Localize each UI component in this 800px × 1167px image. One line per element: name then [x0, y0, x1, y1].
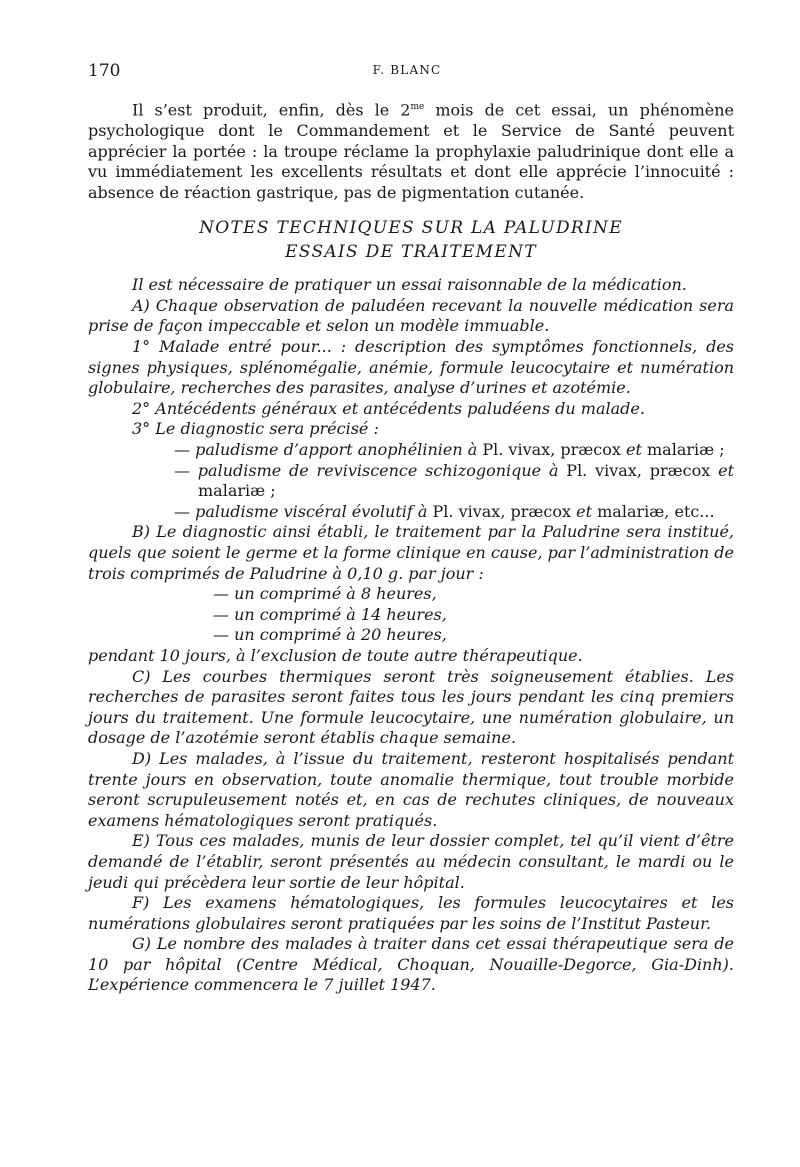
running-head: F. BLANC [372, 63, 442, 77]
paragraph-f: F) Les examens hématologiques, les formules leucocytaires et les numérations globulaires seront pratiquées par les soins de l’Institut Pasteur. [88, 893, 734, 933]
dose-item: — un comprimé à 14 heures, [213, 604, 447, 624]
diagnosis-item: — paludisme d’apport anophélinien à Pl. vivax, præcox et malariæ ; [174, 440, 725, 460]
page-header [88, 61, 726, 83]
diagnosis-item: — paludisme de reviviscence schizogonique à Pl. vivax, præcox et malariæ ; [174, 460, 734, 501]
lead-paragraph: Il est nécessaire de pratiquer un essai raisonnable de la médication. [132, 275, 687, 295]
diagnosis-item: — paludisme viscéral évolutif à Pl. vivax, præcox et malariæ, etc... [174, 501, 715, 521]
page-number: 170 [88, 61, 121, 81]
paragraph-a1: 1° Malade entré pour... : description des symptômes fonctionnels, des signes physiques, splénomégalie, anémie, formule leucocytaire et numération globulaire, recherches des parasites, analyse d’urines et azotémie. [88, 337, 734, 398]
paragraph-c: C) Les courbes thermiques seront très soigneusement établies. Les recherches de parasites seront faites tous les jours pendant les cinq premiers jours du traitement. Une formule leucocytaire, une numération globulaire, un dosage de l’azotémie seront établis chaque semaine. [88, 666, 734, 748]
paragraph-b-end: pendant 10 jours, à l’exclusion de toute autre thérapeutique. [88, 645, 583, 665]
dose-item: — un comprimé à 20 heures, [213, 625, 447, 645]
paragraph-d: D) Les malades, à l’issue du traitement, resteront hospitalisés pendant trente jours en observation, toute anomalie thermique, tout trouble morbide seront scrupuleusement notés et, en cas de rechutes cliniques, de nouveaux examens hématologiques seront pratiqués. [88, 748, 734, 830]
dose-item: — un comprimé à 8 heures, [213, 584, 437, 604]
paragraph-g: G) Le nombre des malades à traiter dans cet essai thérapeutique sera de 10 par hôpital (Centre Médical, Choquan, Nouaille-Degorce, Gia-Dinh). L’expérience commencera le 7 juillet 1947. [88, 934, 734, 995]
paragraph-a2: 2° Antécédents généraux et antécédents paludéens du malade. [132, 398, 645, 418]
paragraph-a3: 3° Le diagnostic sera précisé : [132, 419, 379, 439]
page-body [88, 97, 734, 996]
section-title: NOTES TECHNIQUES SUR LA PALUDRINE [199, 218, 623, 239]
paragraph-a: A) Chaque observation de paludéen recevant la nouvelle médication sera prise de façon impeccable et selon un modèle immuable. [88, 295, 734, 336]
section-subtitle: ESSAIS DE TRAITEMENT [285, 242, 537, 263]
intro-paragraph: Il s’est produit, enfin, dès le $2^{me}$ mois de cet essai, un phénomène psychologique dont le Commandement et le Service de Santé peuvent apprécier la portée : la troupe réclame la prophylaxie paludrinique dont elle a vu immédiatement les excellents résultats et dont elle apprécie l’innocuité : absence de réaction gastrique, pas de pigmentation cutanée. [88, 100, 734, 202]
paragraph-b: B) Le diagnostic ainsi établi, le traitement par la Paludrine sera institué, quels que soient le germe et la forme clinique en cause, par l’administration de trois comprimés de Paludrine à 0,10 g. par jour : [88, 522, 734, 583]
paragraph-e: E) Tous ces malades, munis de leur dossier complet, tel qu’il vient d’être demandé de l’établir, seront présentés au médecin consultant, le mardi ou le jeudi qui précèdera leur sortie de leur hôpital. [88, 831, 734, 892]
